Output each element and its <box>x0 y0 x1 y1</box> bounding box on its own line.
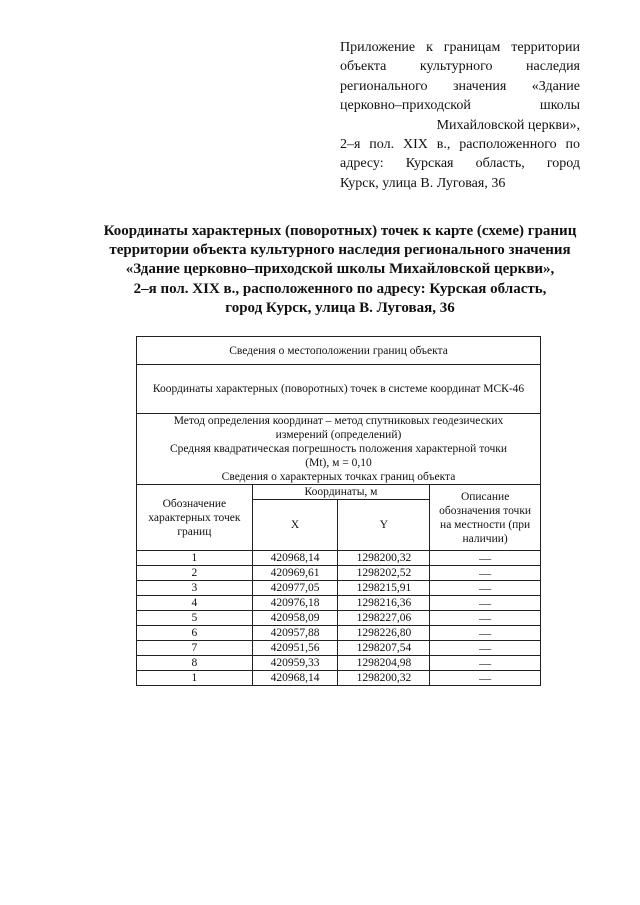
point-cell: 8 <box>137 656 253 671</box>
appendix-line: Приложение к границам территории <box>340 40 580 55</box>
description-cell: — <box>430 671 541 686</box>
table-row <box>137 626 541 641</box>
x-column-header: X <box>252 500 338 551</box>
y-cell: 1298207,54 <box>338 641 430 656</box>
y-cell: 1298216,36 <box>338 596 430 611</box>
coordinates-column-header: Координаты, м <box>252 485 430 500</box>
y-cell: 1298226,80 <box>338 626 430 641</box>
y-cell: 1298200,32 <box>338 671 430 686</box>
appendix-note <box>340 38 580 193</box>
point-column-header: Обозначение характерных точек границ <box>137 485 253 551</box>
title-line: «Здание церковно–приходской школы Михайловской церкви», <box>125 261 555 278</box>
title-line: 2–я пол. XIX в., расположенного по адресу: Курская область, <box>133 280 547 297</box>
x-cell: 420951,56 <box>252 641 338 656</box>
point-cell: 5 <box>137 611 253 626</box>
method-line: измерений (определений) <box>275 429 402 441</box>
table-row <box>137 641 541 656</box>
description-cell: — <box>430 551 541 566</box>
description-cell: — <box>430 596 541 611</box>
point-cell: 1 <box>137 551 253 566</box>
y-cell: 1298227,06 <box>338 611 430 626</box>
description-cell: — <box>430 566 541 581</box>
table-row <box>137 551 541 566</box>
appendix-line: Курск, улица В. Луговая, 36 <box>340 175 506 191</box>
point-cell: 7 <box>137 641 253 656</box>
appendix-line: церковно–приходской школы <box>340 98 580 114</box>
y-cell: 1298202,52 <box>338 566 430 581</box>
method-cell <box>137 414 541 485</box>
appendix-line: 2–я пол. XIX в., расположенного по <box>340 137 580 153</box>
y-cell: 1298204,98 <box>338 656 430 671</box>
method-line: Сведения о характерных точках границ объекта <box>221 471 456 483</box>
y-cell: 1298215,91 <box>338 581 430 596</box>
description-cell: — <box>430 581 541 596</box>
point-cell: 6 <box>137 626 253 641</box>
x-cell: 420957,88 <box>252 626 338 641</box>
x-cell: 420968,14 <box>252 671 338 686</box>
x-cell: 420968,14 <box>252 551 338 566</box>
table-row <box>137 656 541 671</box>
coordinates-table <box>136 336 541 686</box>
title-line: город Курск, улица В. Луговая, 36 <box>225 299 455 316</box>
description-cell: — <box>430 641 541 656</box>
appendix-line: регионального значения «Здание <box>340 78 580 94</box>
point-cell: 1 <box>137 671 253 686</box>
description-cell: — <box>430 626 541 641</box>
point-cell: 4 <box>137 596 253 611</box>
table-row <box>137 581 541 596</box>
method-line: (Mt), м = 0,10 <box>305 457 372 469</box>
method-line: Средняя квадратическая погрешность положения характерной точки <box>169 443 508 455</box>
x-cell: 420976,18 <box>252 596 338 611</box>
document-title <box>80 222 600 318</box>
title-line: территории объекта культурного наследия регионального значения <box>109 242 571 259</box>
x-cell: 420969,61 <box>252 566 338 581</box>
x-cell: 420977,05 <box>252 581 338 596</box>
y-cell: 1298200,32 <box>338 551 430 566</box>
x-cell: 420959,33 <box>252 656 338 671</box>
point-cell: 2 <box>137 566 253 581</box>
x-cell: 420958,09 <box>252 611 338 626</box>
table-row <box>137 611 541 626</box>
description-column-header: Описание обозначения точки на местности (при наличии) <box>430 485 541 551</box>
y-column-header: Y <box>338 500 430 551</box>
method-line: Метод определения координат – метод спутниковых геодезических <box>173 415 504 427</box>
point-cell: 3 <box>137 581 253 596</box>
appendix-line: адресу: Курская область, город <box>340 156 580 172</box>
appendix-line: Михайловской церкви», <box>436 117 580 133</box>
coordinate-system-cell: Координаты характерных (поворотных) точек в системе координат МСК-46 <box>137 365 541 414</box>
description-cell: — <box>430 656 541 671</box>
title-line: Координаты характерных (поворотных) точек к карте (схеме) границ <box>103 223 577 239</box>
table-row <box>137 566 541 581</box>
location-header-cell: Сведения о местоположении границ объекта <box>137 337 541 365</box>
appendix-line: объекта культурного наследия <box>340 59 580 75</box>
table-row <box>137 596 541 611</box>
table-row <box>137 671 541 686</box>
description-cell: — <box>430 611 541 626</box>
